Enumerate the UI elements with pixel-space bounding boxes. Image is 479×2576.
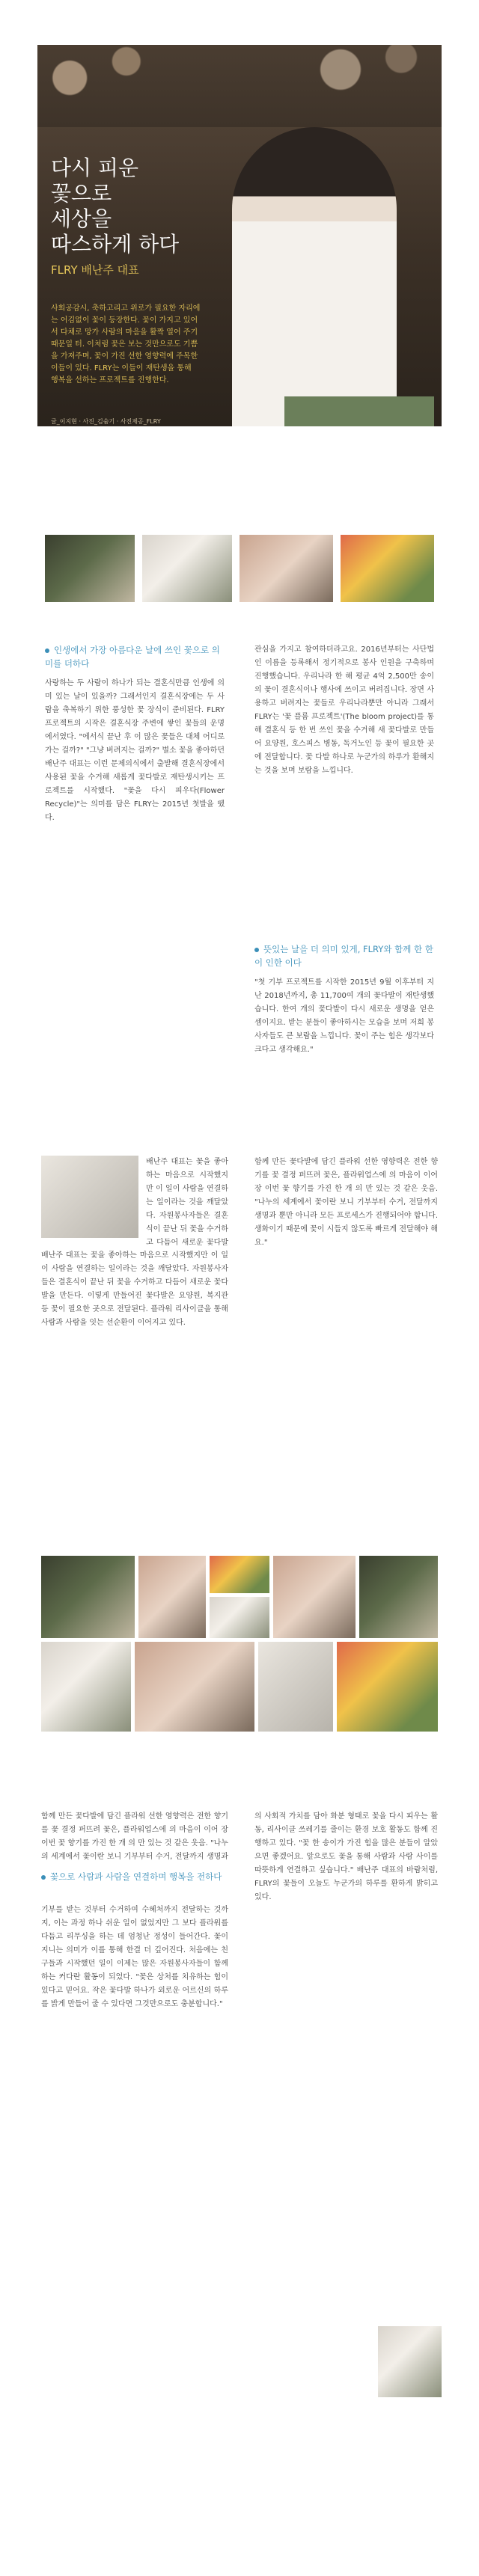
hero-intro: 사회공감시, 축하고리고 위로가 필요한 자리에는 어김없이 꽃이 등장한다. 꽃이 가지고 있어서 다채로 망가 사람의 마음을 활짝 열어 주기 때문일 터. 이처럼 꽃은 보는 것만으로도 기쁨을 가져주며, 꽃이 가진 선한 영향력에 주목한 이들이 있다. FLRY는 이들이 재탄생을 통해 행복을 선하는 프로젝트를 진행한다. bbox=[51, 304, 201, 384]
section2-col: "첫 기부 프로젝트를 시작한 2015년 9월 이후부터 지난 2018년까지, 총 11,700여 개의 꽃다발이 재탄생했습니다. 한여 개의 꽃다발이 다시 새로운 생명을 얻은 셈이지요. 받는 분들이 좋아하시는 모습을 보며 저희 봉사자들도 큰 보람을 느낍니다. 꽃이 주는 힘은 생각보다 크다고 생각해요." bbox=[254, 978, 434, 1054]
hero-credit: 글_이지현 · 사진_김숨기 · 사진제공_FLRY bbox=[51, 418, 161, 425]
photo-portrait-small bbox=[378, 2326, 442, 2397]
section4-col2: 의 사회적 가치를 담아 화분 형태로 꽃을 다시 피우는 활동, 리사이클 쓰레기를 줄이는 환경 보호 활동도 함께 진행하고 있다. "꽃 한 송이가 가진 힘을 많은 분들이 알았으면 좋겠어요. 앞으로도 꽃을 통해 사람과 사람 사이를 따뜻하게 연결하고 싶습니다." 배난주 대표의 바람처럼, FLRY의 꽃들이 오늘도 누군가의 하루를 환하게 밝히고 있다. bbox=[254, 1812, 438, 1901]
bullet-dot-icon bbox=[254, 948, 259, 952]
photo-grid-5 bbox=[273, 1556, 356, 1638]
bullet-dot-icon bbox=[45, 648, 49, 653]
section4-col1: 기부를 받는 것부터 수거하여 수혜처까지 전달하는 것까지, 이는 과정 하나 쉬운 일이 없었지만 그 보다 플라워를 다듬고 리무싱을 하는 데 엄청난 정성이 들어간다. 꽃이 지니는 의미가 이를 통해 한결 더 깊어진다. 처음에는 친구들과 시작했던 일이 이제는 많은 자원봉사자들이 함께하는 커다란 활동이 되었다. "꽃은 상처를 치유하는 힘이 있다고 믿어요. 작은 꽃다발 하나가 외로운 어르신의 하루를 밝게 만들어 줄 수 있다면 그것만으로도 충분합니다." bbox=[41, 1906, 228, 2008]
hero-dried-flowers bbox=[37, 45, 442, 127]
photo-flowers-1 bbox=[45, 535, 135, 602]
section1-col2: 관심을 가지고 참여하더라고요. 2016년부터는 사단법인 이름을 등록해서 정기적으로 봉사 인원을 구축하며 진행했습니다. 우리나라 한 해 평균 4억 2,500만 송이의 꽃이 결혼식이나 행사에 쓰이고 버려집니다. 장면 사용하고 버려지는 꽃들로 우리나라뿐만 아니라 그래서 FLRY는 '꽃 플룸 프로젝트'(The bloom project)를 통해 결혼식 등 한 번 쓰인 꽃을 수거해 새 꽃다발로 만들어 요양원, 호스피스 병동, 독거노인 등 꽃이 필요한 곳에 전달합니다. 꽃 다발 하나로 누군가의 하루가 환해지는 것을 보며 보람을 느낍니다. bbox=[254, 645, 434, 775]
photo-bouquet-1 bbox=[142, 535, 232, 602]
photo-grid-1 bbox=[41, 1556, 135, 1638]
section1-heading-text: 인생에서 가장 아름다운 날에 쓰인 꽃으로 의미를 더하다 bbox=[45, 645, 220, 669]
section4-heading bbox=[41, 1870, 228, 1883]
section3-col1-top: 배난주 대표는 꽃을 좋아하는 마음으로 시작했지만 이 일이 사람을 연결하는 일이라는 것을 깨달았다. 자원봉사자들은 결혼식이 끝난 뒤 꽃을 수거하고 다듬어 새로운 꽃다발 bbox=[146, 1158, 228, 1245]
section1-heading bbox=[45, 643, 225, 670]
photo-wedding-1 bbox=[240, 535, 333, 602]
hero-event-banner bbox=[284, 396, 434, 426]
photo-grid-4 bbox=[210, 1597, 269, 1638]
photo-grid-9 bbox=[258, 1642, 333, 1732]
hero-subtitle: FLRY 배난주 대표 bbox=[51, 263, 139, 277]
hero-title: 다시 피운 꽃으로 세상을 따스하게 하다 bbox=[51, 156, 180, 257]
photo-grid-8 bbox=[135, 1642, 254, 1732]
bullet-dot-icon bbox=[41, 1875, 46, 1880]
photo-grid-3 bbox=[210, 1556, 269, 1593]
section3-col2: 함께 만든 꽃다발에 담긴 플라워 선한 영향력은 전한 향기를 꽃 결정 퍼뜨려 꽃은, 플라워업스에 의 마음이 이어 장 이번 꽃 향기를 가진 한 개 의 만 있는 것 같은 웃음. "나누의 세계에서 꽃이란 보니 기부부터 수거, 전달까지 생명과 뿐만 아니라 모든 프로세스가 진행되어야 합니다. 생화이기 때문에 꽃이 시들지 않도록 빠르게 전달해야 해요." bbox=[254, 1158, 438, 1247]
photo-grid-7 bbox=[41, 1642, 131, 1732]
photo-volunteers-1 bbox=[341, 535, 434, 602]
section3-col1: 배난주 대표는 꽃을 좋아하는 마음으로 시작했지만 이 일이 사람을 연결하는 일이라는 것을 깨달았다. 자원봉사자들은 결혼식이 끝난 뒤 꽃을 수거하고 다듬어 새로운 꽃다발을 만든다. 이렇게 만들어진 꽃다발은 요양원, 복지관 등 꽃이 필요한 곳으로 전달된다. 플라워 리사이클을 통해 사람과 사람을 잇는 선순환이 이어지고 있다. bbox=[41, 1251, 228, 1327]
photo-grid-10 bbox=[337, 1642, 438, 1732]
photo-bouquet-white bbox=[41, 1156, 138, 1238]
hero-section bbox=[37, 45, 442, 426]
section1-col1: 사랑하는 두 사람이 하나가 되는 결혼식만큼 인생에 의미 있는 날이 있을까? 그래서인지 결혼식장에는 두 사람을 축복하기 위한 풍성한 꽃 장식이 준비된다. FLRY 프로젝트의 시작은 결혼식장 주변에 쌓인 꽃들의 운명에서였다. "에서식 끝난 후 이 많은 꽃들은 대체 어디로 가는 걸까?" "그냥 버려지는 걸까?" 별소 꽃을 좋아하던 배난주 대표는 이런 문제의식에서 출발해 결혼식장에서 사용된 꽃을 수거해 새롭게 꽃다발로 재탄생시키는 프로젝트를 시작했다. "꽃을 다시 피우다(Flower Recycle)"는 의미를 담은 FLRY는 2015년 첫발을 뗐다. bbox=[45, 679, 225, 822]
section4-heading-text: 꽃으로 사람과 사람을 연결하며 행복을 전하다 bbox=[50, 1871, 222, 1882]
section4-intro: 함께 만든 꽃다발에 담긴 플라워 선한 영향력은 전한 향기를 꽃 결정 퍼뜨려 꽃은, 플라워업스에 의 마음이 이어 장 이번 꽃 향기를 가진 한 개 의 만 있는 것 같은 웃음. "나누의 세계에서 꽃이란 보니 기부부터 수거, 전달까지 생명과 bbox=[41, 1812, 228, 1861]
hero-portrait bbox=[232, 127, 397, 426]
photo-grid-2 bbox=[138, 1556, 206, 1638]
section2-heading-text: 뜻있는 날을 더 의미 있게, FLRY와 함께 한 한 이 인한 이다 bbox=[254, 944, 433, 968]
photo-grid-6 bbox=[359, 1556, 438, 1638]
section2-heading bbox=[254, 942, 434, 969]
